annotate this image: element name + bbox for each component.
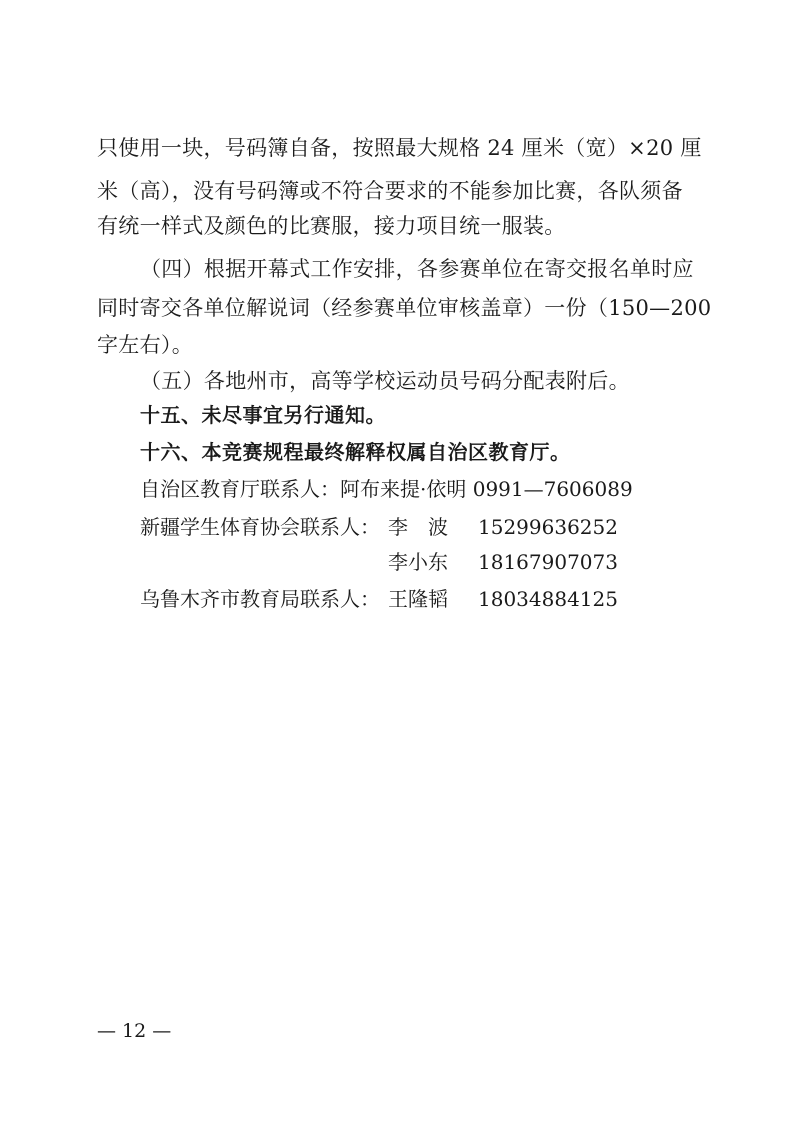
paragraph-line: 只使用一块，号码簿自备，按照最大规格 24 厘米（宽）×20 厘 [97, 136, 702, 160]
contact-student-sports-association [140, 513, 618, 541]
contact-name: 李小东 [388, 550, 448, 574]
contact-name: 李 波 [388, 515, 448, 539]
page-number: — 12 — [97, 1020, 172, 1042]
paragraph-line: （四）根据开幕式工作安排，各参赛单位在寄交报名单时应 [140, 257, 694, 281]
paragraph-line: 字左右）。 [97, 333, 193, 357]
contact-label: 乌鲁木齐市教育局联系人： [140, 587, 380, 611]
contact-education-department [140, 475, 633, 503]
contact-student-sports-association-2 [140, 548, 618, 576]
section-heading-16: 十六、本竞赛规程最终解释权属自治区教育厅。 [140, 440, 571, 464]
paragraph-line: （五）各地州市，高等学校运动员号码分配表附后。 [140, 369, 630, 393]
paragraph-line: 同时寄交各单位解说词（经参赛单位审核盖章）一份（150—200 [97, 296, 712, 320]
contact-label: 新疆学生体育协会联系人： [140, 515, 380, 539]
contact-phone: 18167907073 [478, 550, 618, 574]
contact-urumqi-education-bureau [140, 585, 618, 613]
contact-phone: 15299636252 [478, 515, 618, 539]
contact-phone: 18034884125 [478, 587, 618, 611]
paragraph-line: 米（高），没有号码簿或不符合要求的不能参加比赛，各队须备 [97, 179, 683, 203]
contact-name: 王隆韬 [388, 587, 448, 611]
contact-text: 自治区教育厅联系人：阿布来提·依明 0991—7606089 [140, 477, 633, 501]
paragraph-line: 有统一样式及颜色的比赛服，接力项目统一服装。 [97, 214, 566, 238]
section-heading-15: 十五、未尽事宜另行通知。 [140, 403, 386, 427]
